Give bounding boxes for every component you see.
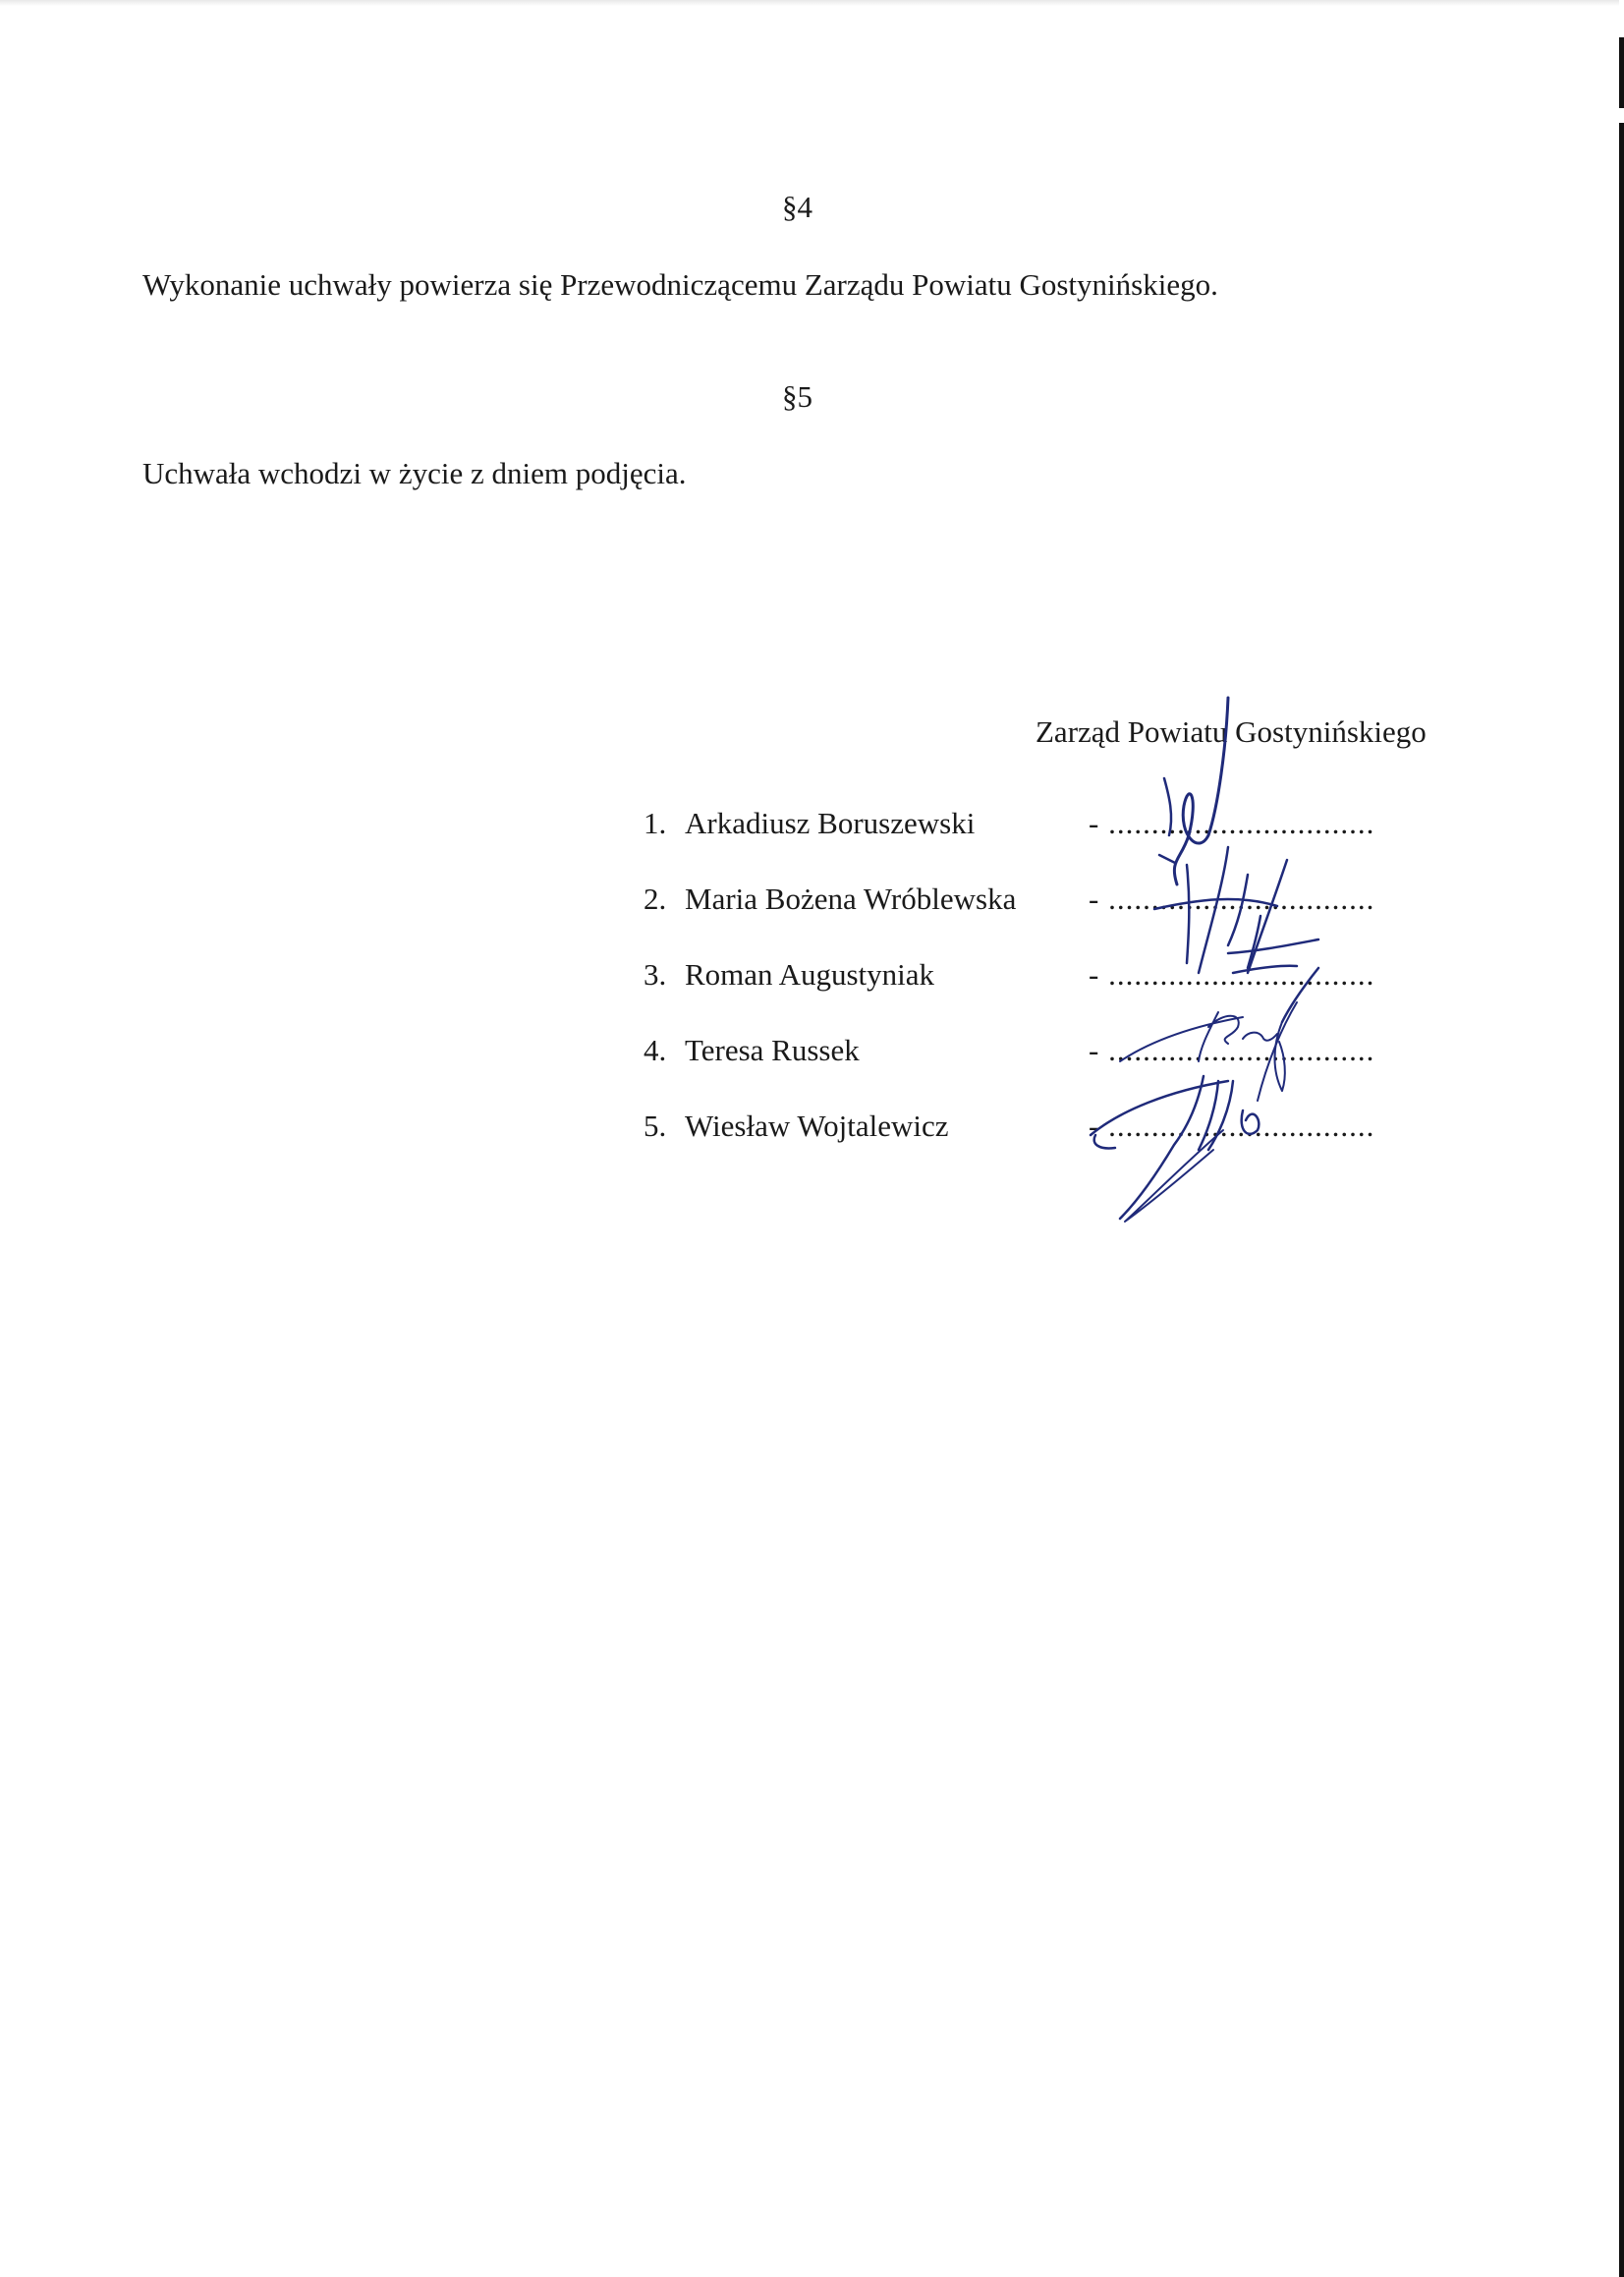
member-number: 1. [644, 806, 667, 840]
signature-line: - ............................... [1089, 957, 1375, 992]
member-name: Wiesław Wojtalewicz [685, 1109, 949, 1143]
signature-1 [1174, 698, 1228, 884]
signature-3 [1228, 916, 1318, 1022]
scan-edge-border [1619, 0, 1624, 2277]
member-number: 3. [644, 957, 667, 992]
member-number: 5. [644, 1109, 667, 1143]
scan-top-shadow [0, 0, 1619, 6]
member-name: Maria Bożena Wróblewska [685, 882, 1017, 916]
member-number: 4. [644, 1033, 667, 1067]
signature-line: - ............................... [1089, 1033, 1375, 1067]
section-5-heading: §5 [782, 379, 812, 414]
scan-edge-bar-bottom [1619, 123, 1624, 2277]
scan-edge-bar-top [1619, 37, 1624, 108]
member-name: Roman Augustyniak [685, 957, 935, 992]
section-4-heading: §4 [782, 190, 812, 224]
signature-5 [1091, 1076, 1259, 1219]
board-name: Zarząd Powiatu Gostynińskiego [1036, 714, 1427, 749]
signature-1-stroke [1164, 778, 1171, 835]
section-4-text: Wykonanie uchwały powierza się Przewodniczącemu Zarządu Powiatu Gostynińskiego. [142, 267, 1218, 302]
member-name: Arkadiusz Boruszewski [685, 806, 976, 840]
handwritten-signatures [1061, 688, 1395, 1238]
signature-line: - ............................... [1089, 806, 1375, 840]
signature-ink [1091, 698, 1318, 1222]
signature-line: - ............................... [1089, 1109, 1375, 1143]
signature-line: - ............................... [1089, 882, 1375, 916]
section-5-text: Uchwała wchodzi w życie z dniem podjęcia. [142, 456, 687, 490]
member-number: 2. [644, 882, 667, 916]
member-name: Teresa Russek [685, 1033, 860, 1067]
signature-4-trail [1275, 1022, 1285, 1091]
